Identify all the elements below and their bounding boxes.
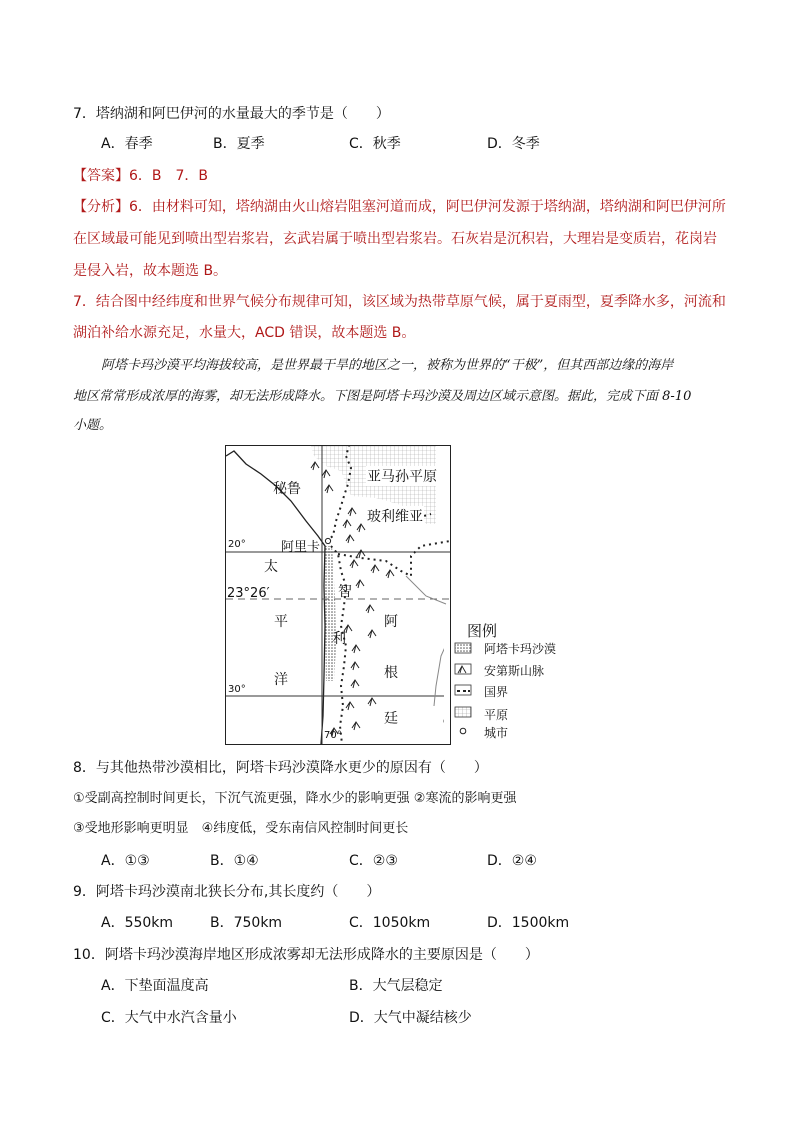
atacama-desert-area <box>324 546 336 681</box>
label-peru: 秘鲁 <box>273 481 301 497</box>
label-lat-30: 30° <box>228 684 246 695</box>
q10-option-a: A．下垫面温度高 <box>101 978 209 994</box>
arica-city-marker <box>325 538 330 543</box>
legend-item-desert: 阿塔卡玛沙漠 <box>484 642 557 656</box>
label-arica: 阿里卡 <box>281 540 321 555</box>
label-pacific-3: 洋 <box>274 672 288 688</box>
legend-plain-swatch <box>455 707 471 717</box>
q7-option-c: C．秋季 <box>349 136 401 152</box>
q8-statement-1: ①受副高控制时间更长，下沉气流更强，降水少的影响更强 ②寒流的影响更强 <box>73 791 517 806</box>
legend-item-city: 城市 <box>484 726 509 740</box>
analysis-line-3: 是侵入岩，故本题选 B。 <box>73 263 228 279</box>
legend-city-swatch <box>460 728 466 734</box>
border-bolivia-argentina <box>338 541 450 576</box>
label-argentina-1: 阿 <box>384 614 398 630</box>
q8-statement-2: ③受地形影响更明显 ④纬度低，受东南信风控制时间更长 <box>73 821 409 836</box>
material-line-1: 阿塔卡玛沙漠平均海拔较高，是世界最干旱的地区之一，被称为世界的“干极”，但其西部边缘的海岸 <box>101 358 674 373</box>
material-line-3: 小题。 <box>73 418 113 433</box>
q8-option-d: D．②④ <box>487 853 537 869</box>
label-argentina-2: 根 <box>384 665 398 681</box>
label-chile-1: 智 <box>338 584 352 600</box>
label-bolivia: 玻利维亚 <box>366 506 424 526</box>
label-argentina-3: 廷 <box>384 711 398 727</box>
label-chile-2: 利 <box>332 631 346 647</box>
label-lat-2326: 23°26′ <box>227 586 270 601</box>
legend-item-plain: 平原 <box>484 708 509 722</box>
q8-option-c: C．②③ <box>349 853 398 869</box>
q9-stem: 9．阿塔卡玛沙漠南北狭长分布,其长度约（ ） <box>73 884 381 900</box>
label-lat-20: 20° <box>228 539 246 550</box>
label-pacific-2: 平 <box>274 614 288 630</box>
legend-title: 图例 <box>467 622 498 640</box>
q7-option-a: A．春季 <box>101 136 153 152</box>
analysis-line-1: 【分析】6．由材料可知，塔纳湖由火山熔岩阻塞河道而成，阿巴伊河发源于塔纳湖，塔纳湖和阿巴伊河所 <box>73 199 726 215</box>
q10-option-d: D．大气中凝结核少 <box>349 1010 472 1026</box>
label-amazon-plain: 亚马孙平原 <box>366 466 438 486</box>
q7-option-d: D．冬季 <box>487 136 540 152</box>
q7-option-b: B．夏季 <box>213 136 265 152</box>
analysis-line-4: 7．结合图中经纬度和世界气候分布规律可知，该区域为热带草原气候，属于夏雨型，夏季降水多，河流和 <box>73 294 726 310</box>
q8-option-b: B．①④ <box>210 853 259 869</box>
river-1 <box>406 576 446 604</box>
q10-option-b: B．大气层稳定 <box>349 978 443 994</box>
q7-stem: 7．塔纳湖和阿巴伊河的水量最大的季节是（ ） <box>73 106 390 122</box>
answer-line: 【答案】6．B 7．B <box>73 168 209 184</box>
legend-symbols <box>454 641 474 751</box>
analysis-line-2: 在区域最可能见到喷出型岩浆岩，玄武岩属于喷出型岩浆岩。石灰岩是沉积岩，大理岩是变质岩，花岗岩 <box>73 231 717 247</box>
legend-andes-swatch <box>455 664 471 674</box>
q8-option-a: A．①③ <box>101 853 150 869</box>
material-line-2: 地区常常形成浓厚的海雾，却无法形成降水。下图是阿塔卡玛沙漠及周边区域示意图。据此，完成下面 8-10 <box>73 389 692 404</box>
q10-option-c: C．大气中水汽含量小 <box>101 1010 237 1026</box>
legend-desert-swatch <box>455 643 471 653</box>
atacama-map <box>225 445 451 745</box>
q9-option-a: A．550km <box>101 915 174 931</box>
legend-item-andes: 安第斯山脉 <box>484 664 545 678</box>
q8-stem: 8．与其他热带沙漠相比，阿塔卡玛沙漠降水更少的原因有（ ） <box>73 760 488 776</box>
q9-option-b: B．750km <box>210 915 283 931</box>
q9-option-d: D．1500km <box>487 915 570 931</box>
legend-item-border: 国界 <box>484 685 509 699</box>
analysis-line-5: 湖泊补给水源充足，水量大，ACD 错误，故本题选 B。 <box>73 325 416 341</box>
q10-stem: 10．阿塔卡玛沙漠海岸地区形成浓雾却无法形成降水的主要原因是（ ） <box>73 947 539 963</box>
label-lon-70: 70° <box>324 730 342 741</box>
label-pacific-1: 太 <box>264 559 278 575</box>
q9-option-c: C．1050km <box>349 915 431 931</box>
